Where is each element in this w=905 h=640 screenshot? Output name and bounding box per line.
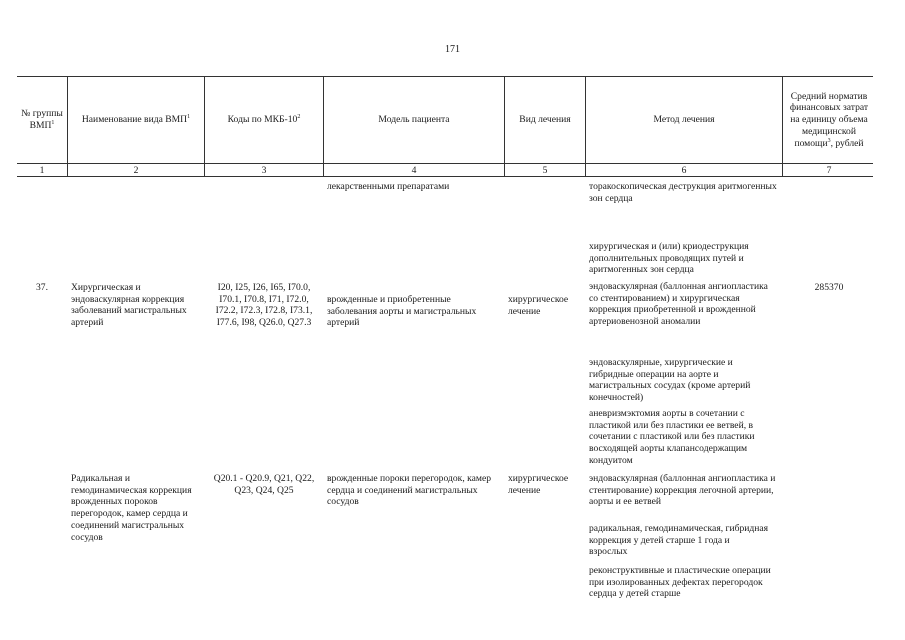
column-number: 5 xyxy=(542,165,548,176)
column-number: 1 xyxy=(39,165,45,176)
header-treatment-method: Метод лечения xyxy=(653,114,715,126)
column-number: 4 xyxy=(411,165,417,176)
treatment-method: эндоваскулярные, хирургические и гибридные операции на аорте и магистральных сосудах (кроме артерий конечностей) xyxy=(589,357,751,404)
header-cost-norm: Средний норматив финансовых затрат на единицу объема медицинской помощи$^3$, рублей xyxy=(789,90,869,149)
treatment-method: эндоваскулярная (баллонная ангиопластика и стентирование) коррекция легочной артерии, аорты и ее ветвей xyxy=(589,473,776,508)
patient-model: врожденные пороки перегородок, камер сердца и соединений магистральных сосудов xyxy=(327,473,492,508)
treatment-method: реконструктивные и пластические операции при изолированных дефектах перегородок сердца у детей старше xyxy=(589,565,771,600)
cont-patient-model: лекарственными препаратами xyxy=(327,181,450,192)
column-number: 6 xyxy=(681,165,687,176)
group-number: 37. xyxy=(36,282,48,293)
vmp-name: Радикальная и гемодинамическая коррекция врожденных пороков перегородок, камер сердца и соединений магистральных сосудов xyxy=(71,473,192,543)
treatment-method: эндоваскулярная (баллонная ангиопластика со стентированием) и хирургическая коррекция приобретенной и врожденной артериовенозной аномалии xyxy=(589,281,768,328)
icd-codes: Q20.1 - Q20.9, Q21, Q22, Q23, Q24, Q25 xyxy=(213,473,315,496)
treatment-method: аневризмэктомия аорты в сочетании с пластикой или без пластики ее ветвей, в сочетании с пластикой или без пластики восходящей аорты клапансодержащим кондуитом xyxy=(589,408,755,466)
column-number: 7 xyxy=(826,165,832,176)
column-number: 2 xyxy=(133,165,139,176)
patient-model: врожденные и приобретенные заболевания аорты и магистральных артерий xyxy=(327,294,477,329)
icd-codes: I20, I25, I26, I65, I70.0, I70.1, I70.8, I71, I72.0, I72.2, I72.3, I72.8, I73.1, I77.6, I98, Q26.0, Q27.3 xyxy=(215,282,313,329)
header-vmp-name: Наименование вида ВМП$^1$ xyxy=(81,113,191,126)
treatment-type: хирургическое лечение xyxy=(508,294,569,317)
table-top-rule xyxy=(17,76,873,77)
header-treatment-type: Вид лечения xyxy=(519,114,571,126)
cost-norm: 285370 xyxy=(814,282,844,293)
treatment-type: хирургическое лечение xyxy=(508,473,569,496)
header-bottom-rule xyxy=(17,163,873,164)
col-divider xyxy=(782,76,783,176)
column-number: 3 xyxy=(261,165,267,176)
page-number: 171 xyxy=(445,44,460,55)
treatment-method: хирургическая и (или) криодеструкция дополнительных проводящих путей и аритмогенных зон сердца xyxy=(589,241,749,276)
header-icd-codes: Коды по МКБ-$10^2$ xyxy=(227,113,301,126)
treatment-method: радикальная, гемодинамическая, гибридная коррекция у детей старше 1 года и взрослых xyxy=(589,523,769,558)
cont-treatment-method: торакоскопическая деструкция аритмогенных зон сердца xyxy=(589,181,777,204)
header-group-number: № группы ВМП$^1$ xyxy=(21,108,63,131)
header-patient-model: Модель пациента xyxy=(378,114,450,126)
vmp-name: Хирургическая и эндоваскулярная коррекция заболеваний магистральных артерий xyxy=(71,282,187,329)
